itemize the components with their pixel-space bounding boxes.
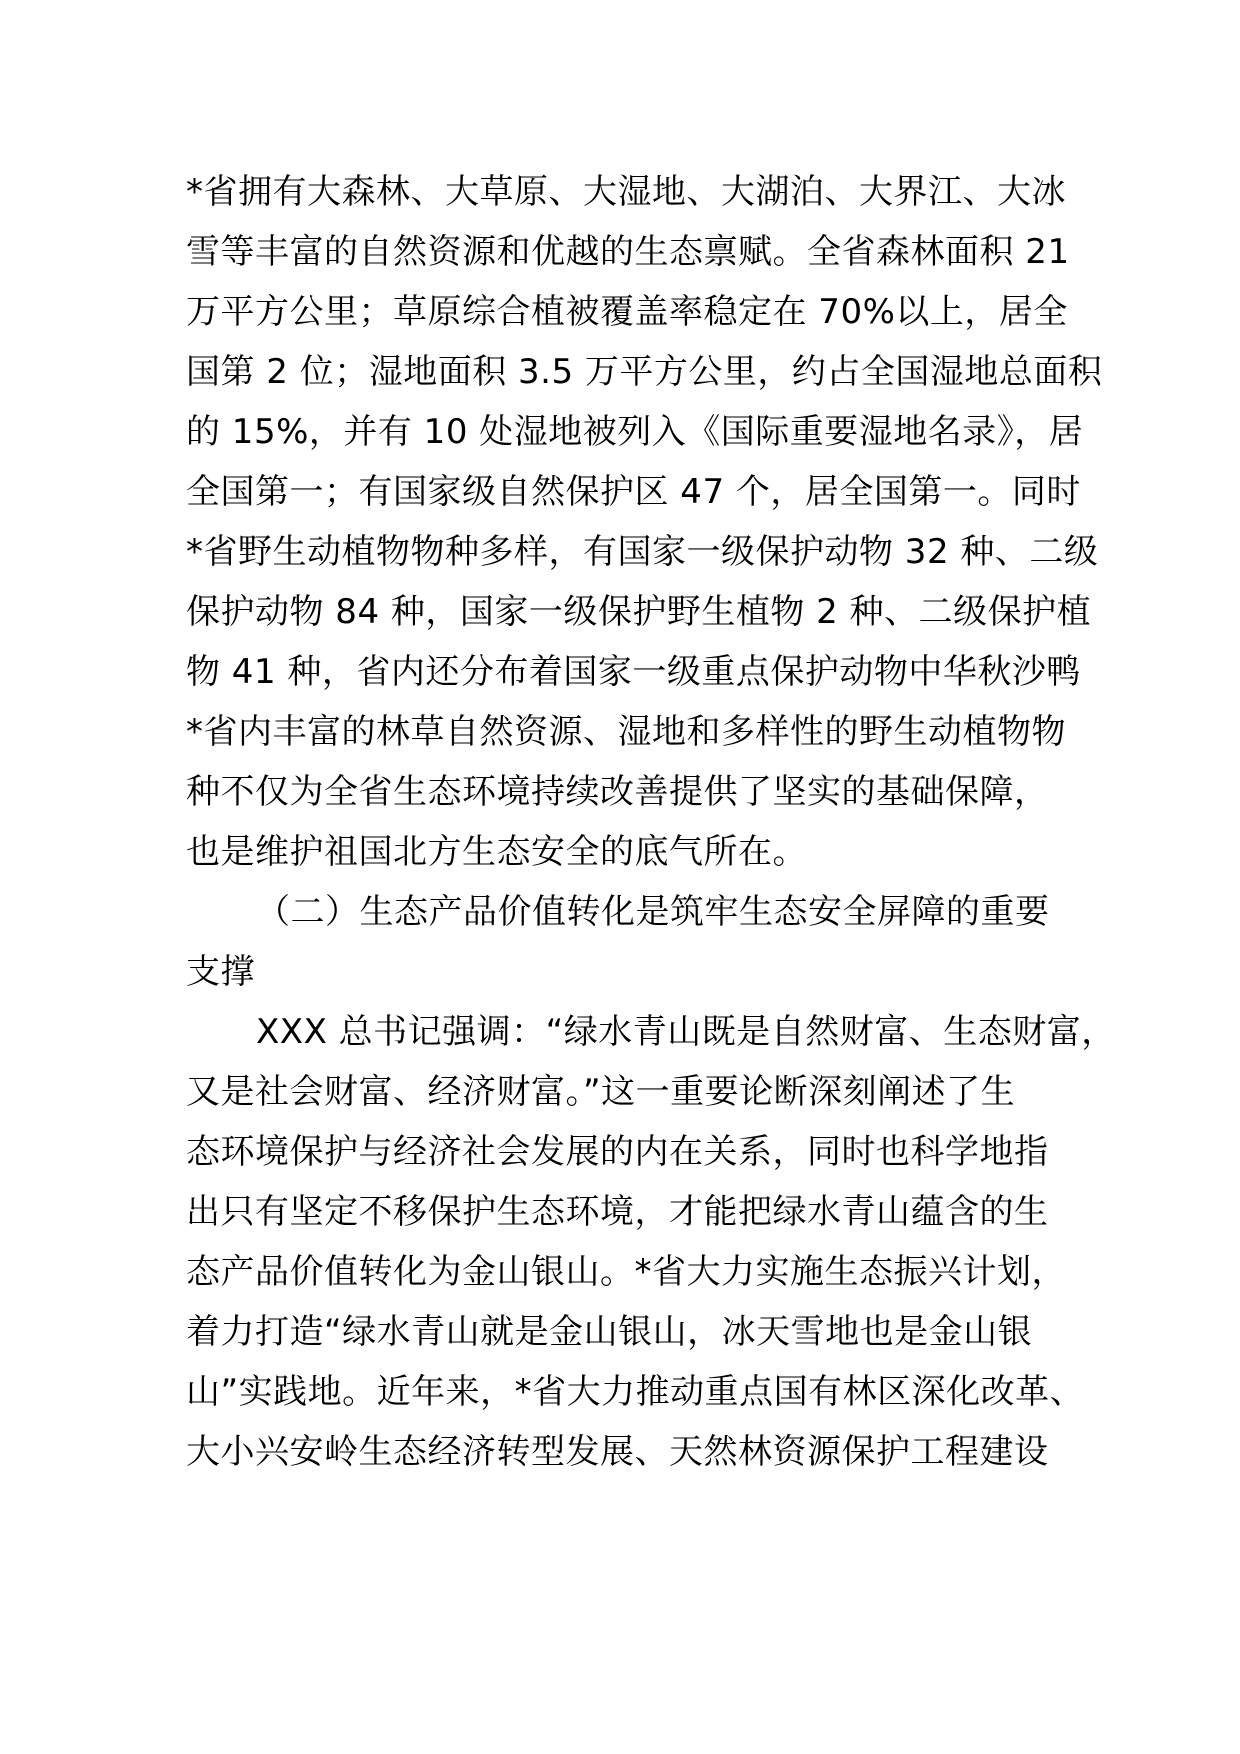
body-text-line: 出只有坚定不移保护生态环境，才能把绿水青山蕴含的生 <box>186 1192 1049 1232</box>
body-text-line: 态环境保护与经济社会发展的内在关系，同时也科学地指 <box>186 1132 1049 1172</box>
body-text-line: 保护动物 84 种，国家一级保护野生植物 2 种、二级保护植 <box>186 592 1092 632</box>
section-heading-continuation: 支撑 <box>186 952 255 992</box>
section-heading: （二）生态产品价值转化是筑牢生态安全屏障的重要 <box>256 892 1050 932</box>
body-text-line: 种不仅为全省生态环境持续改善提供了坚实的基础保障， <box>186 772 1049 812</box>
body-text-line: 雪等丰富的自然资源和优越的生态禀赋。全省森林面积 21 <box>186 232 1070 272</box>
body-text-line: 着力打造“绿水青山就是金山银山，冰天雪地也是金山银 <box>186 1312 1033 1352</box>
body-text-line: 国第 2 位；湿地面积 3.5 万平方公里，约占全国湿地总面积 <box>186 352 1103 392</box>
body-text-line: 又是社会财富、经济财富。”这一重要论断深刻阐述了生 <box>186 1072 1016 1112</box>
body-text-line: XXX 总书记强调：“绿水青山既是自然财富、生态财富， <box>256 1012 1116 1052</box>
body-text-line: 物 41 种，省内还分布着国家一级重点保护动物中华秋沙鸭 <box>186 652 1081 692</box>
body-text-line: *省内丰富的林草自然资源、湿地和多样性的野生动植物物 <box>186 712 1066 752</box>
body-text-line: 大小兴安岭生态经济转型发展、天然林资源保护工程建设 <box>186 1432 1049 1472</box>
body-text-line: 万平方公里；草原综合植被覆盖率稳定在 70%以上，居全 <box>186 292 1068 332</box>
body-text-line: 山”实践地。近年来，*省大力推动重点国有林区深化改革、 <box>186 1372 1085 1412</box>
body-text-line: 全国第一；有国家级自然保护区 47 个，居全国第一。同时 <box>186 472 1081 512</box>
body-text-line: *省拥有大森林、大草原、大湿地、大湖泊、大界江、大冰 <box>186 172 1066 212</box>
body-text-line: *省野生动植物物种多样，有国家一级保护动物 32 种、二级 <box>186 532 1099 572</box>
body-text-line: 也是维护祖国北方生态安全的底气所在。 <box>186 832 807 872</box>
body-text-line: 态产品价值转化为金山银山。*省大力实施生态振兴计划， <box>186 1252 1066 1292</box>
body-text-line: 的 15%，并有 10 处湿地被列入《国际重要湿地名录》，居 <box>186 412 1084 452</box>
